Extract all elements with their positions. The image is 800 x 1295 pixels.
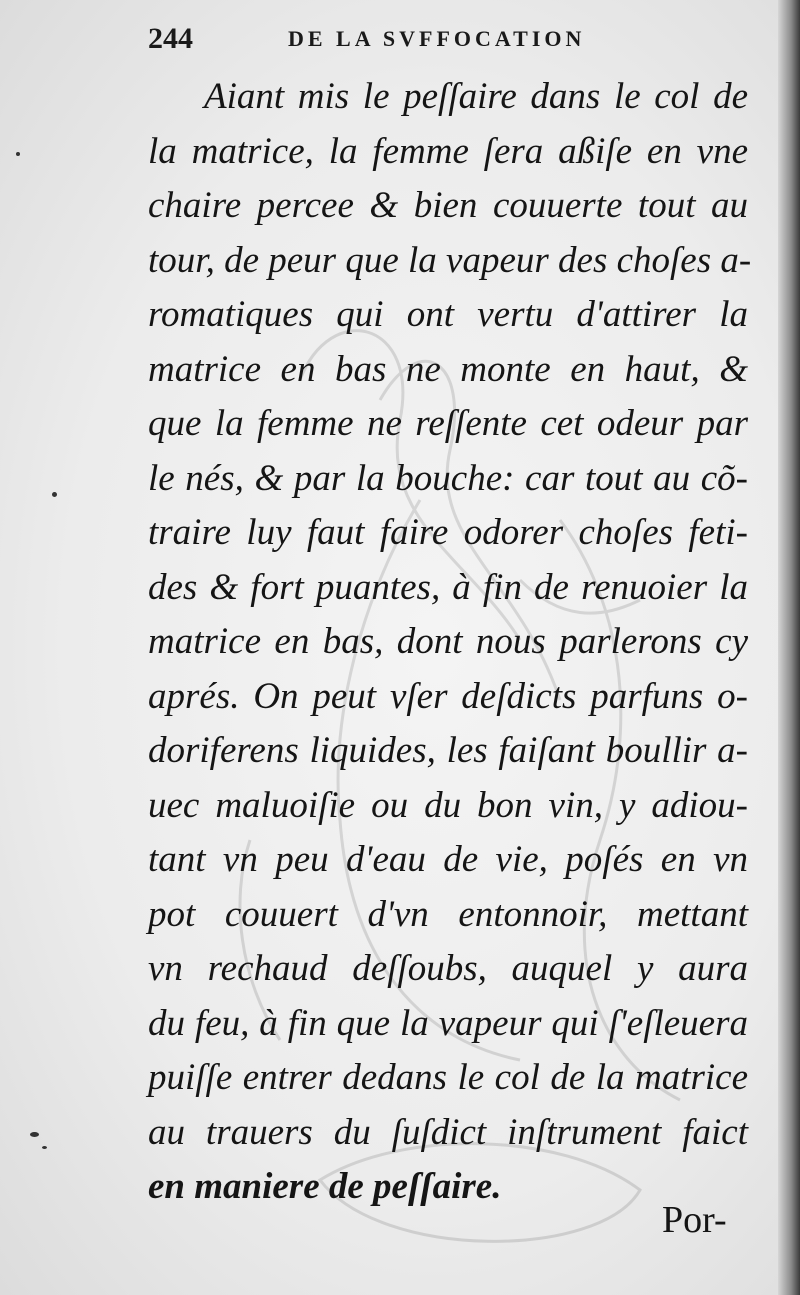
text-line: la matrice, la femme ſera aßiſe en vne bbox=[148, 130, 748, 172]
text-line: au trauers du ſuſdict inſtrument faict bbox=[148, 1111, 748, 1153]
text-line: aprés. On peut vſer deſdicts parfuns o- bbox=[148, 675, 748, 717]
text-line: doriferens liquides, les faiſant boullir a- bbox=[148, 730, 748, 771]
text-line: tour, de peur que la vapeur des choſes a- bbox=[148, 239, 752, 281]
page-header bbox=[148, 22, 668, 58]
ink-speck bbox=[52, 492, 57, 497]
running-head: DE LA SVFFOCATION bbox=[288, 26, 586, 51]
text-line: vn rechaud deſſoubs, auquel y aura bbox=[148, 948, 748, 989]
text-line: en maniere de peſſaire. bbox=[148, 1166, 502, 1207]
page-number: 244 bbox=[148, 22, 193, 55]
text-line: matrice en bas, dont nous parlerons cy bbox=[148, 621, 748, 662]
text-line: traire luy faut faire odorer choſes feti- bbox=[148, 512, 748, 553]
page-edge bbox=[778, 0, 800, 1295]
body-text bbox=[148, 70, 752, 1215]
text-line: romatiques qui ont vertu d'attirer la bbox=[148, 294, 748, 335]
text-line: pot couuert d'vn entonnoir, mettant bbox=[148, 893, 748, 935]
text-line: que la femme ne reſſente cet odeur par bbox=[148, 403, 748, 444]
text-line: chaire percee & bien couuerte tout au bbox=[148, 185, 748, 226]
text-line: le nés, & par la bouche: car tout au cõ- bbox=[148, 457, 748, 499]
text-line: Aiant mis le peſſaire dans le col de bbox=[204, 76, 748, 117]
ink-speck bbox=[42, 1146, 47, 1149]
text-line: tant vn peu d'eau de vie, poſés en vn bbox=[148, 839, 748, 880]
text-line: puiſſe entrer dedans le col de la matrice bbox=[148, 1057, 748, 1098]
ink-speck bbox=[16, 152, 20, 156]
text-line: des & fort puantes, à fin de renuoier la bbox=[148, 566, 748, 608]
text-line: uec maluoiſie ou du bon vin, y adiou- bbox=[148, 784, 748, 826]
text-line: du feu, à fin que la vapeur qui ſ'eſleuera bbox=[148, 1002, 748, 1044]
ink-speck bbox=[30, 1132, 39, 1137]
catchword: Por- bbox=[662, 1199, 727, 1241]
text-line: matrice en bas ne monte en haut, & bbox=[148, 348, 748, 390]
